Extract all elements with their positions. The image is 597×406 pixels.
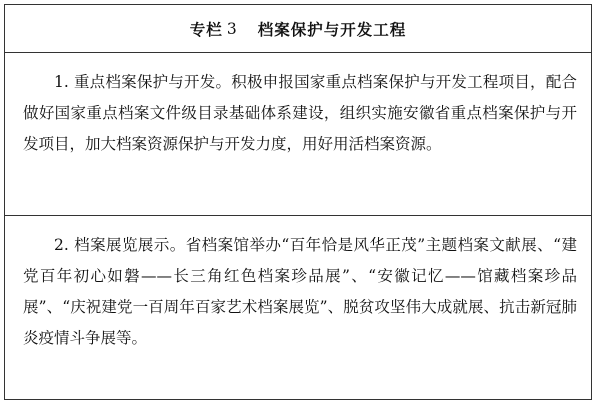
section-paragraph: 1. 重点档案保护与开发。积极申报国家重点档案保护与开发工程项目，配合做好国家重点档案文件级目录基础体系建设，组织实施安徽省重点档案保护与开发项目，加大档案资源保护与开发力度，用好用活档案资源。 xyxy=(23,73,577,153)
box-title-number: 3 xyxy=(226,19,238,38)
box-title-prefix: 专栏 xyxy=(189,20,223,39)
box-title-text: 档案保护与开发工程 xyxy=(257,20,407,39)
section-paragraph: 2. 档案展览展示。省档案馆举办“百年恰是风华正茂”主题档案文献展、“建党百年初心如磐——长三角红色档案珍品展”、“安徽记忆——馆藏档案珍品展”、“庆祝建党一百周年百家艺术档案展览”、脱贫攻坚伟大成就展、抗击新冠肺炎疫情斗争展等。 xyxy=(23,236,577,347)
section-key-archives xyxy=(5,53,591,216)
feature-box xyxy=(4,4,592,400)
box-title xyxy=(5,5,591,53)
section-exhibitions xyxy=(5,216,591,399)
